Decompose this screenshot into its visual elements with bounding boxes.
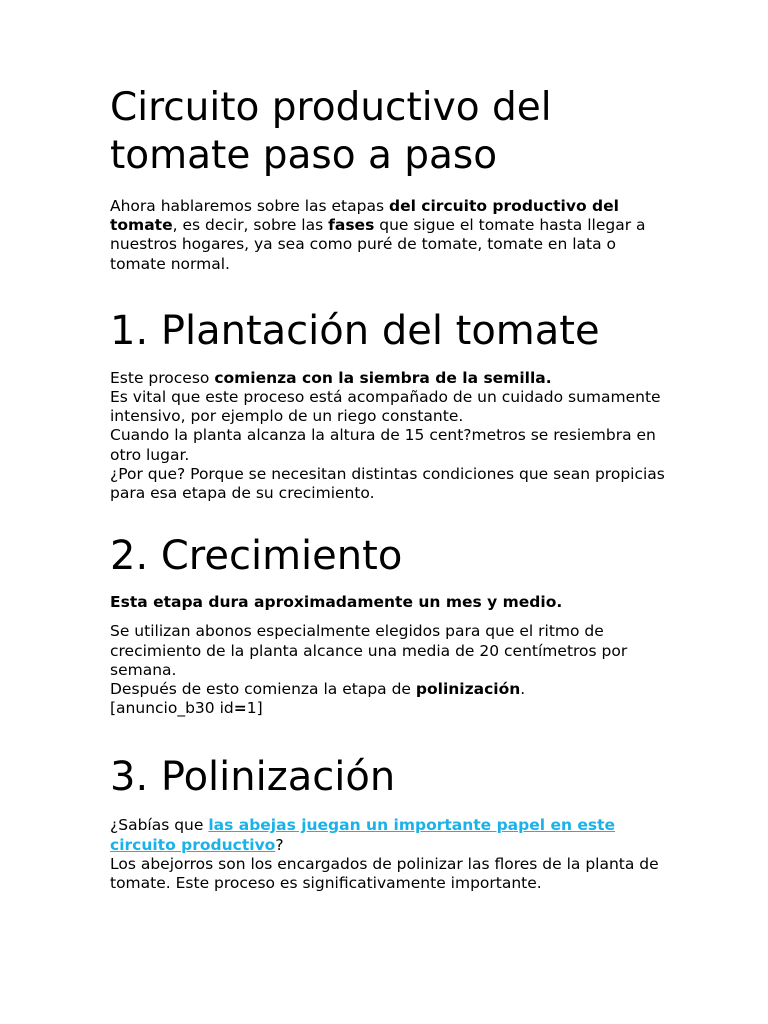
section-3-line-2: Los abejorros son los encargados de polinizar las flores de la planta de tomate. Este proceso es significativamente importante. — [110, 854, 659, 893]
section-1-line-3: Cuando la planta alcanza la altura de 15 cent?metros se resiembra en otro lugar. — [110, 426, 656, 464]
article-title-line-1: Circuito productivo del — [110, 85, 552, 130]
intro-paragraph — [110, 197, 670, 274]
section-2-bold-paragraph — [110, 593, 670, 612]
intro-text-3: que sigue el tomate hasta llegar a nuestros hogares, ya sea como puré de tomate, tomate en lata o tomate normal. — [110, 216, 646, 273]
section-2-line-1: Se utilizan abonos especialmente elegidos para que el ritmo de crecimiento de la planta alcance una media de 20 centímetros por semana. — [110, 622, 628, 679]
section-1-heading: 1. Plantación del tomate — [110, 307, 600, 354]
section-2-heading: 2. Crecimiento — [110, 533, 403, 580]
section-3-text-2: ? — [275, 835, 284, 854]
section-2-paragraph — [110, 622, 670, 718]
section-2-bold-duration: Esta etapa dura aproximadamente un mes y medio. — [110, 593, 563, 612]
ad-shortcode-start: [anuncio_b30 id — [110, 699, 234, 718]
section-2-text-2: Después de esto comienza la etapa de — [110, 680, 416, 699]
article-title — [110, 84, 670, 180]
intro-bold-circuit: del circuito productivo del tomate — [110, 197, 619, 235]
ad-shortcode-equals: = — [233, 699, 247, 718]
section-2-bold-pollination: polinización — [415, 680, 521, 699]
section-1-line-4: ¿Por que? Porque se necesitan distintas condiciones que sean propicias para esa etapa de su crecimiento. — [110, 464, 665, 503]
bees-article-link[interactable]: las abejas juegan un importante papel en este circuito productivo — [110, 816, 616, 854]
section-1-line-2: Es vital que este proceso está acompañado de un cuidado sumamente intensivo, por ejemplo de un riego constante. — [110, 388, 661, 426]
section-3-text-1: ¿Sabías que — [110, 816, 209, 835]
intro-text-2: , es decir, sobre las — [172, 216, 329, 235]
section-3-heading: 3. Polinización — [110, 754, 396, 801]
section-1-bold-sowing: comienza con la siembra de la semilla. — [214, 368, 552, 387]
intro-text-1: Ahora hablaremos sobre las etapas — [110, 197, 389, 215]
section-3-paragraph — [110, 816, 670, 893]
section-2-text-3: . — [520, 680, 526, 699]
ad-shortcode-end: 1] — [246, 699, 263, 718]
article-body — [110, 84, 670, 893]
section-1-text-1: Este proceso — [110, 368, 215, 387]
article-title-line-2: tomate paso a paso — [110, 133, 498, 178]
intro-bold-phases: fases — [328, 216, 375, 235]
section-1-paragraph — [110, 369, 670, 503]
